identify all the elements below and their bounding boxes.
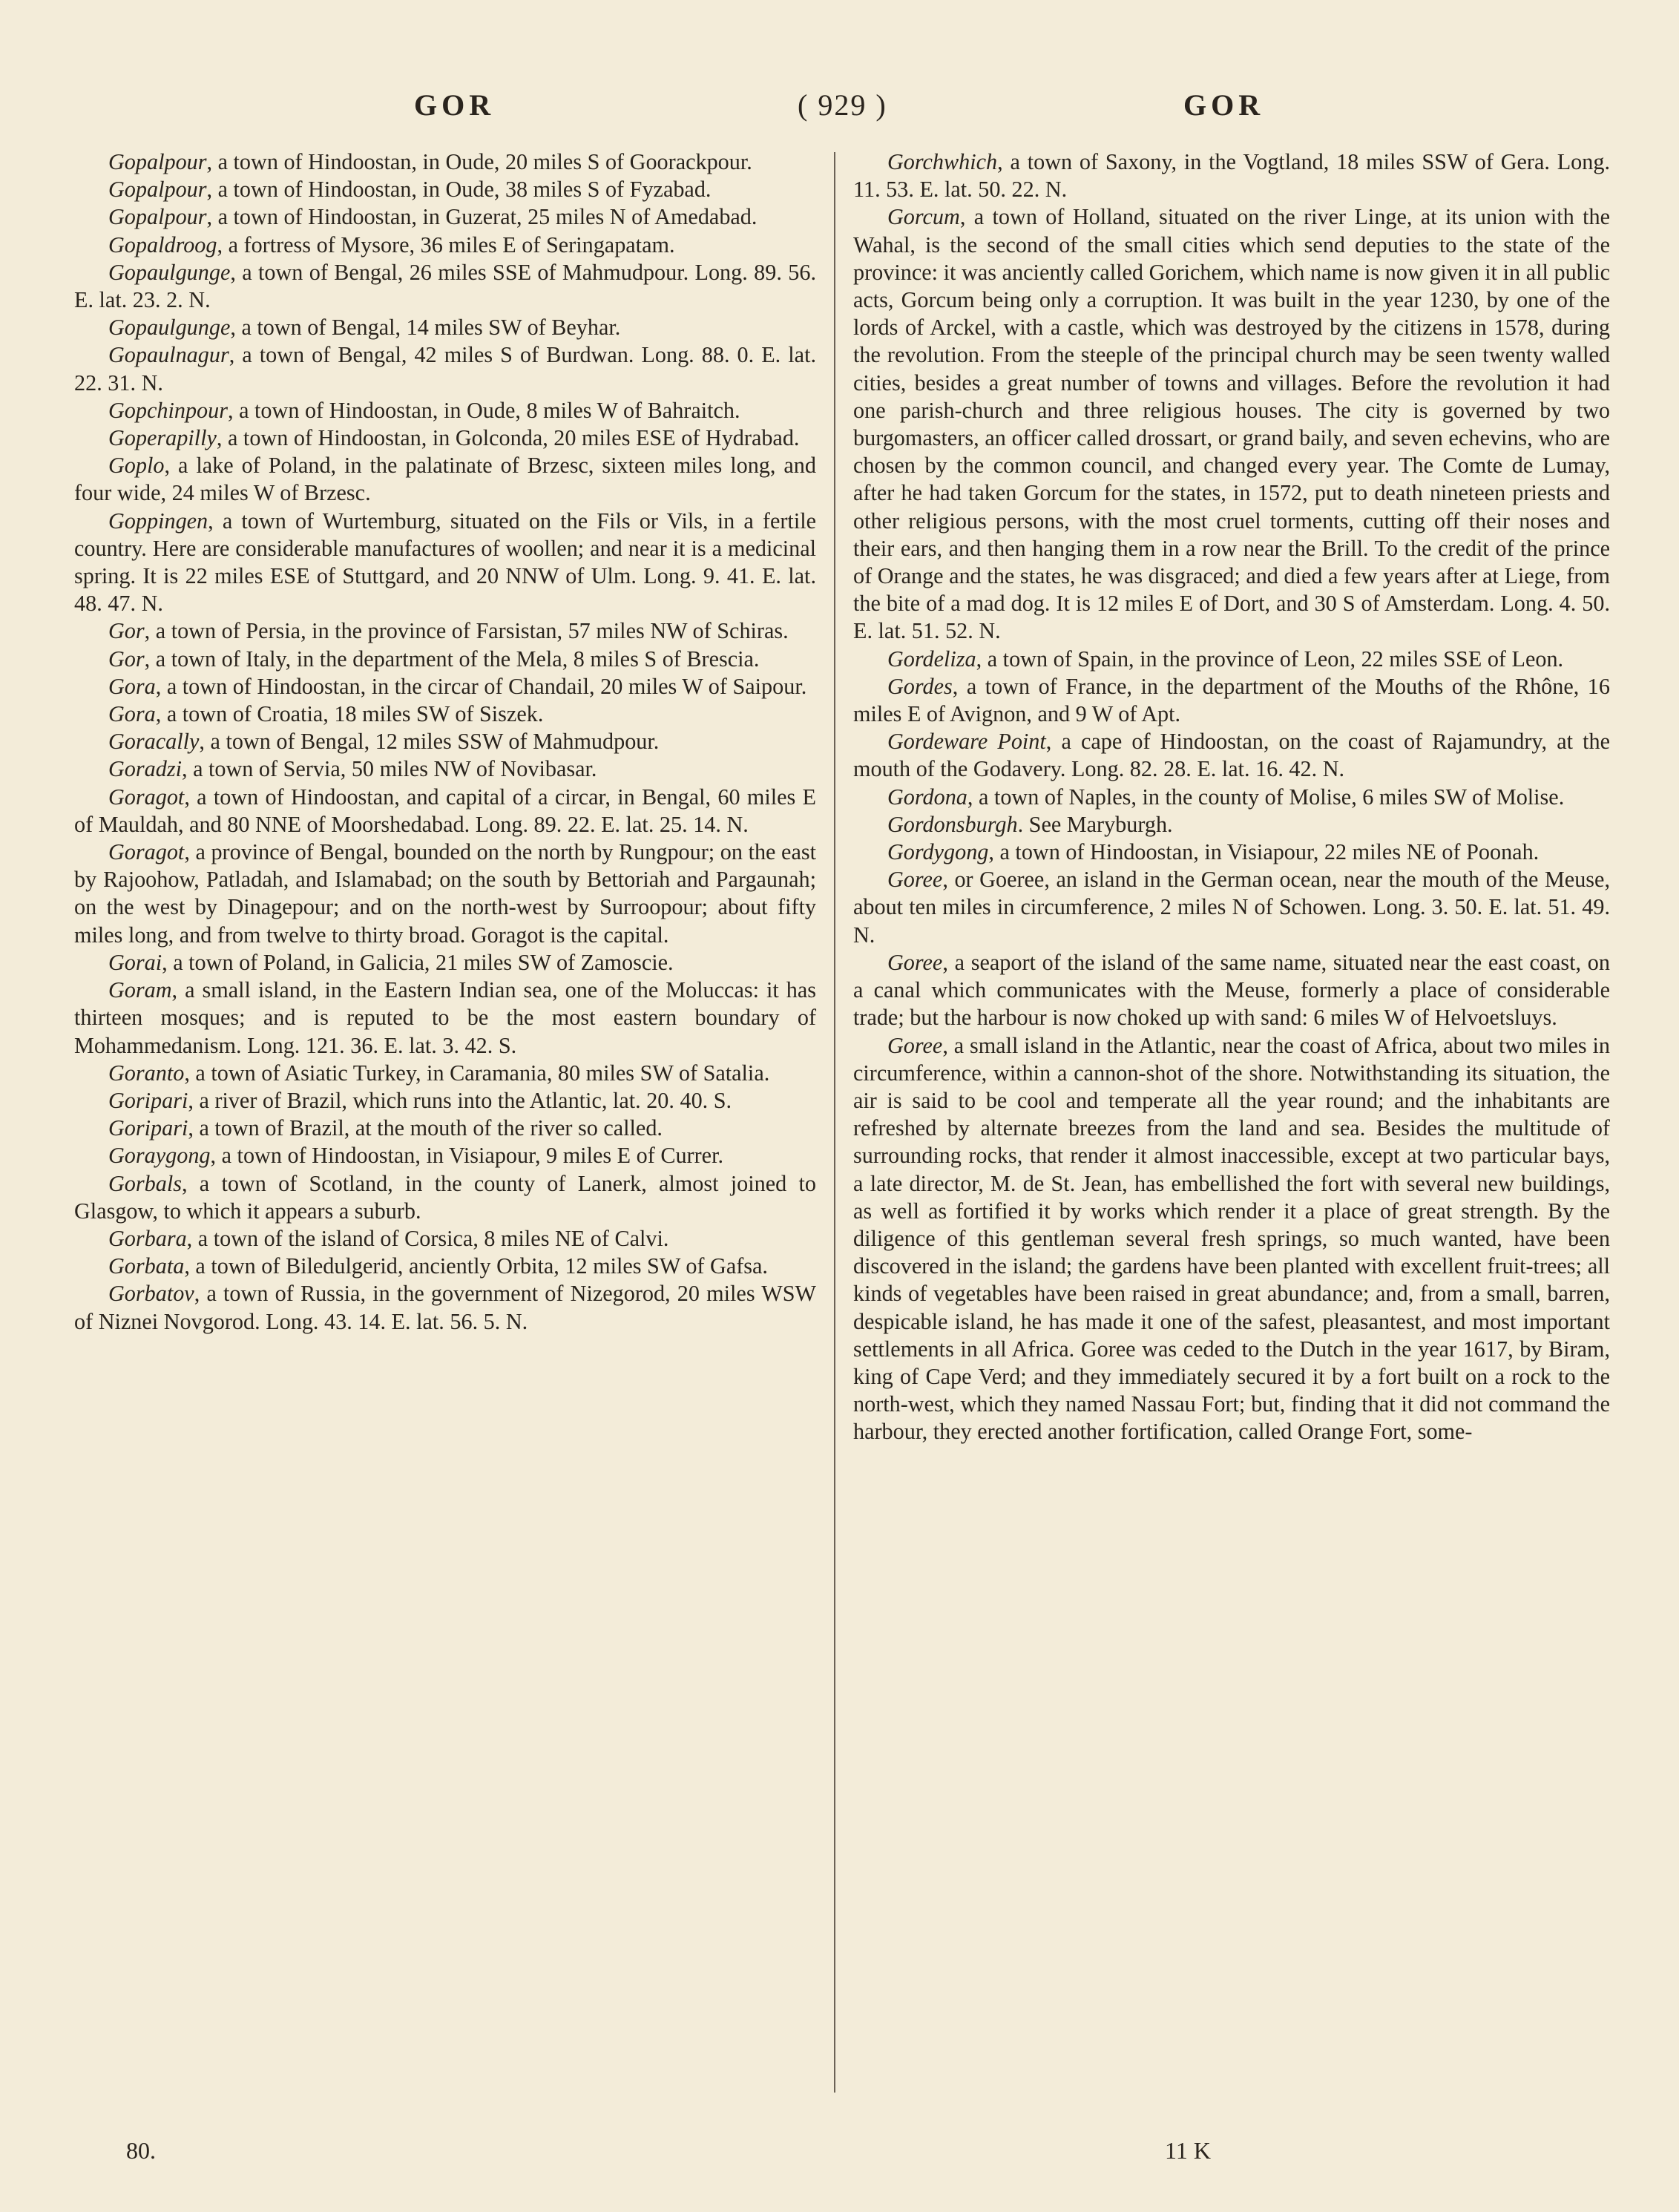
entry-text: , or Goeree, an island in the German ocean, near the mouth of the Meuse, about ten miles in circumference, 2 miles N of Schowen. Long. 3. 50. E. lat. 51. 49. N. bbox=[853, 867, 1610, 948]
entry-headword: Goripari bbox=[108, 1087, 188, 1113]
gazetteer-entry bbox=[853, 673, 1610, 728]
entry-headword: Goragot bbox=[108, 784, 185, 810]
gazetteer-entry bbox=[74, 646, 816, 673]
gazetteer-entry bbox=[74, 700, 816, 728]
entry-headword: Goram bbox=[108, 977, 172, 1003]
entry-headword: Gorbata bbox=[108, 1253, 185, 1279]
entry-text: , a town of Hindoostan, in Visiapour, 9 miles E of Currer. bbox=[210, 1143, 723, 1169]
entry-text: , a town of Russia, in the government of Nizegorod, 20 miles WSW of Niznei Novgorod. Long. 43. 14. E. lat. 56. 5. N. bbox=[74, 1281, 816, 1334]
gazetteer-entry bbox=[853, 728, 1610, 783]
gazetteer-entry bbox=[853, 148, 1610, 203]
entry-headword: Gorbals bbox=[108, 1170, 182, 1196]
entry-headword: Gopaldroog bbox=[108, 232, 217, 257]
entry-headword: Gopalpour bbox=[108, 204, 207, 230]
gazetteer-entry bbox=[74, 1087, 816, 1115]
entry-text: , a small island in the Atlantic, near the coast of Africa, about two miles in circumference, within a cannon-shot of the shore. Notwithstanding its situation, the air is said to be cool and temperate all the year round; and the inhabitants are refreshed by alternate breezes from the land and sea. Besides the multitude of surrounding rocks, that render it almost inaccessible, except at two particular bays, a late director, M. de St. Jean, has embellished the fort with several new buildings, as well as fortified it by works which render it a place of great strength. By the diligence of this gentleman several fresh springs, so much wanted, have been discovered in the island; the gardens have been planted with excellent fruit-trees; all kinds of vegetables have been raised in great abundance; and, from a small, barren, despicable island, he has made it one of the safest, pleasantest, and most important settlements in all Africa. Goree was ceded to the Dutch in the year 1617, by Biram, king of Cape Verd; and they immediately secured it by a fort built on a rock to the north-west, which they named Nassau Fort; but, finding that it did not command the harbour, they erected another fortification, called Orange Fort, some- bbox=[853, 1032, 1610, 1445]
entry-headword: Gor bbox=[108, 618, 145, 644]
right-column bbox=[853, 148, 1610, 1446]
gazetteer-entry bbox=[74, 1280, 816, 1335]
entry-headword: Gorai bbox=[108, 949, 162, 975]
entry-headword: Gopaulgunge bbox=[108, 315, 231, 341]
entry-text: , a town of Hindoostan, in Oude, 8 miles W of Bahraitch. bbox=[228, 397, 740, 423]
gazetteer-entry bbox=[74, 314, 816, 341]
entry-headword: Gopalpour bbox=[108, 149, 207, 174]
entry-text: , a seaport of the island of the same name, situated near the east coast, on a canal which communicates with the Meuse, formerly a place of considerable trade; but the harbour is now choked up with sand: 6 miles W of Helvoetsluys. bbox=[853, 949, 1610, 1031]
entry-text: , a town of Hindoostan, in Golconda, 20 miles ESE of Hydrabad. bbox=[216, 425, 800, 451]
entry-headword: Gordonsburgh bbox=[887, 811, 1018, 837]
entry-text: , a town of France, in the department of the Mouths of the Rhône, 16 miles E of Avignon, and 9 W of Apt. bbox=[853, 673, 1610, 727]
entry-text: , a fortress of Mysore, 36 miles E of Seringapatam. bbox=[217, 232, 675, 257]
entry-text: , a town of the island of Corsica, 8 miles NE of Calvi. bbox=[186, 1225, 669, 1251]
entry-headword: Goppingen bbox=[108, 508, 208, 534]
entry-headword: Goranto bbox=[108, 1060, 185, 1086]
page-number: ( 929 ) bbox=[798, 88, 887, 122]
entry-headword: Gorbara bbox=[108, 1225, 187, 1251]
entry-text: , a town of Saxony, in the Vogtland, 18 miles SSW of Gera. Long. 11. 53. E. lat. 50. 22. N. bbox=[853, 149, 1610, 203]
entry-text: , a town of Scotland, in the county of Lanerk, almost joined to Glasgow, to which it appears a suburb. bbox=[74, 1170, 816, 1224]
entry-headword: Gor bbox=[108, 646, 145, 672]
gazetteer-entry bbox=[74, 148, 816, 176]
entry-text: , a town of Bengal, 12 miles SSW of Mahmudpour. bbox=[199, 729, 660, 755]
entry-text: , a lake of Poland, in the palatinate of Brzesc, sixteen miles long, and four wide, 24 miles W of Brzesc. bbox=[74, 453, 816, 506]
entry-text: , a town of Wurtemburg, situated on the Fils or Vils, in a fertile country. Here are considerable manufactures of woollen; and near it is a medicinal spring. It is 22 miles ESE of Stuttgard, and 20 NNW of Ulm. Long. 9. 41. E. lat. 48. 47. N. bbox=[74, 508, 816, 617]
entry-headword: Gorchwhich bbox=[887, 149, 998, 174]
entry-text: , a town of Holland, situated on the river Linge, at its union with the Wahal, is the second of the small cities which send deputies to the state of the province: it was anciently called Gorichem, which name is now given it in all public acts, Gorcum being only a corruption. It was built in the year 1230, by one of the lords of Arckel, with a castle, which was destroyed by the citizens in 1578, during the revolution. From the steeple of the principal church may be seen twenty walled cities, besides a great number of towns and villages. Before the revolution it had one parish-church and three religious houses. The city is governed by two burgomasters, an officer called drossart, or grand baily, and seven echevins, who are chosen by the common council, and changed every year. The Comte de Lumay, after he had taken Gorcum for the states, in 1572, put to death nineteen priests and other religious persons, with the most cruel torments, cutting off their noses and their ears, and then hanging them in a row near the Brill. To the credit of the prince of Orange and the states, he was disgraced; and died a few years after at Liege, from the bite of a mad dog. It is 12 miles E of Dort, and 30 S of Amsterdam. Long. 4. 50. E. lat. 51. 52. N. bbox=[853, 204, 1610, 644]
entry-headword: Gordeware Point bbox=[887, 729, 1046, 755]
gathering-mark: 11 K bbox=[1165, 2137, 1211, 2164]
column-divider bbox=[834, 152, 835, 2093]
entry-headword: Goree bbox=[887, 1032, 943, 1058]
running-head-right: GOR bbox=[1183, 88, 1265, 122]
gazetteer-entry bbox=[74, 1142, 816, 1169]
entry-text: , a town of Hindoostan, in the circar of Chandail, 20 miles W of Saipour. bbox=[155, 673, 807, 699]
entry-text: , a town of Croatia, 18 miles SW of Siszek. bbox=[155, 701, 544, 727]
entry-headword: Goragot bbox=[108, 839, 185, 865]
entry-text: , a small island, in the Eastern Indian sea, one of the Moluccas: it has thirteen mosques; and is reputed to be the most eastern boundary of Mohammedanism. Long. 121. 36. E. lat. 3. 42. S. bbox=[74, 977, 816, 1058]
entry-headword: Goree bbox=[887, 949, 943, 975]
entry-headword: Goraygong bbox=[108, 1143, 211, 1169]
gazetteer-entry bbox=[853, 203, 1610, 645]
gazetteer-entry bbox=[74, 1115, 816, 1142]
entry-headword: Gopalpour bbox=[108, 177, 207, 203]
gazetteer-entry bbox=[74, 1225, 816, 1253]
entry-text: , a town of Hindoostan, in Oude, 38 miles S of Fyzabad. bbox=[206, 177, 712, 203]
gazetteer-entry bbox=[74, 673, 816, 700]
entry-text: , a river of Brazil, which runs into the Atlantic, lat. 20. 40. S. bbox=[188, 1087, 732, 1113]
entry-headword: Gopaulnagur bbox=[108, 342, 229, 368]
gazetteer-entry bbox=[74, 1253, 816, 1280]
gazetteer-entry bbox=[74, 784, 816, 838]
signature-mark: 80. bbox=[126, 2137, 156, 2164]
gazetteer-entry bbox=[74, 977, 816, 1060]
gazetteer-entry bbox=[853, 784, 1610, 811]
gazetteer-entry bbox=[74, 424, 816, 452]
entry-text: , a town of Brazil, at the mouth of the river so called. bbox=[188, 1115, 663, 1141]
running-head-left: GOR bbox=[414, 88, 496, 122]
gazetteer-entry bbox=[853, 949, 1610, 1032]
gazetteer-entry bbox=[74, 232, 816, 259]
gazetteer-entry bbox=[74, 949, 816, 977]
entry-text: , a town of Hindoostan, in Visiapour, 22 miles NE of Poonah. bbox=[988, 839, 1540, 865]
gazetteer-entry bbox=[74, 1060, 816, 1087]
entry-text: , a town of Biledulgerid, anciently Orbita, 12 miles SW of Gafsa. bbox=[184, 1253, 768, 1279]
entry-text: , a town of Italy, in the department of the Mela, 8 miles S of Brescia. bbox=[144, 646, 760, 672]
entry-headword: Goradzi bbox=[108, 756, 182, 782]
gazetteer-entry bbox=[74, 1170, 816, 1225]
entry-text: , a town of Bengal, 14 miles SW of Beyhar. bbox=[230, 315, 621, 341]
entry-headword: Goperapilly bbox=[108, 425, 217, 451]
entry-headword: Gordygong bbox=[887, 839, 989, 865]
entry-headword: Gordes bbox=[887, 673, 953, 699]
gazetteer-entry bbox=[853, 811, 1610, 838]
entry-text: . See Maryburgh. bbox=[1017, 811, 1173, 837]
entry-headword: Gorbatov bbox=[108, 1281, 194, 1307]
gazetteer-entry bbox=[74, 838, 816, 949]
gazetteer-entry bbox=[74, 755, 816, 783]
gazetteer-entry bbox=[74, 508, 816, 618]
gazetteer-entry bbox=[74, 617, 816, 645]
entry-text: , a town of Hindoostan, in Guzerat, 25 miles N of Amedabad. bbox=[206, 204, 758, 230]
entry-headword: Goplo bbox=[108, 453, 165, 479]
gazetteer-entry bbox=[74, 728, 816, 755]
gazetteer-entry bbox=[74, 341, 816, 396]
entry-text: , a town of Bengal, 26 miles SSE of Mahmudpour. Long. 89. 56. E. lat. 23. 2. N. bbox=[74, 259, 816, 313]
gazetteer-entry bbox=[853, 646, 1610, 673]
gazetteer-entry bbox=[74, 452, 816, 507]
entry-text: , a town of Asiatic Turkey, in Caramania, 80 miles SW of Satalia. bbox=[184, 1060, 770, 1086]
entry-headword: Goracally bbox=[108, 729, 200, 755]
entry-text: , a town of Poland, in Galicia, 21 miles SW of Zamoscie. bbox=[162, 949, 674, 975]
entry-headword: Goripari bbox=[108, 1115, 188, 1141]
entry-text: , a town of Naples, in the county of Molise, 6 miles SW of Molise. bbox=[967, 784, 1565, 810]
entry-text: , a town of Hindoostan, in Oude, 20 miles S of Goorackpour. bbox=[206, 149, 752, 174]
entry-text: , a cape of Hindoostan, on the coast of Rajamundry, at the mouth of the Godavery. Long. 82. 28. E. lat. 16. 42. N. bbox=[853, 729, 1610, 782]
left-column bbox=[74, 148, 816, 1336]
entry-text: , a town of Spain, in the province of Leon, 22 miles SSE of Leon. bbox=[976, 646, 1564, 672]
entry-text: , a town of Bengal, 42 miles S of Burdwan. Long. 88. 0. E. lat. 22. 31. N. bbox=[74, 342, 816, 396]
entry-text: , a town of Servia, 50 miles NW of Novibasar. bbox=[181, 756, 597, 782]
entry-headword: Gora bbox=[108, 701, 156, 727]
entry-headword: Gordeliza bbox=[887, 646, 976, 672]
entry-headword: Gordona bbox=[887, 784, 967, 810]
entry-headword: Gopchinpour bbox=[108, 397, 228, 423]
entry-text: , a town of Hindoostan, and capital of a circar, in Bengal, 60 miles E of Mauldah, and 80 NNE of Moorshedabad. Long. 89. 22. E. lat. 25. 14. N. bbox=[74, 784, 816, 837]
entry-headword: Gora bbox=[108, 673, 156, 699]
gazetteer-entry bbox=[74, 397, 816, 424]
gazetteer-entry bbox=[74, 259, 816, 314]
gazetteer-entry bbox=[74, 203, 816, 231]
gazetteer-entry bbox=[74, 176, 816, 203]
entry-headword: Gopaulgunge bbox=[108, 259, 231, 285]
entry-text: , a province of Bengal, bounded on the north by Rungpour; on the east by Rajoohow, Patladah, and Islamabad; on the south by Bettoriah and Pargaunah; on the west by Dinagepour; and on the north-west by Surroopour; about fifty miles long, and from twelve to thirty broad. Goragot is the capital. bbox=[74, 839, 816, 948]
gazetteer-entry bbox=[853, 1032, 1610, 1446]
entry-headword: Goree bbox=[887, 867, 943, 893]
gazetteer-entry bbox=[853, 866, 1610, 949]
gazetteer-entry bbox=[853, 838, 1610, 866]
entry-headword: Gorcum bbox=[887, 204, 960, 230]
entry-text: , a town of Persia, in the province of Farsistan, 57 miles NW of Schiras. bbox=[144, 618, 789, 644]
